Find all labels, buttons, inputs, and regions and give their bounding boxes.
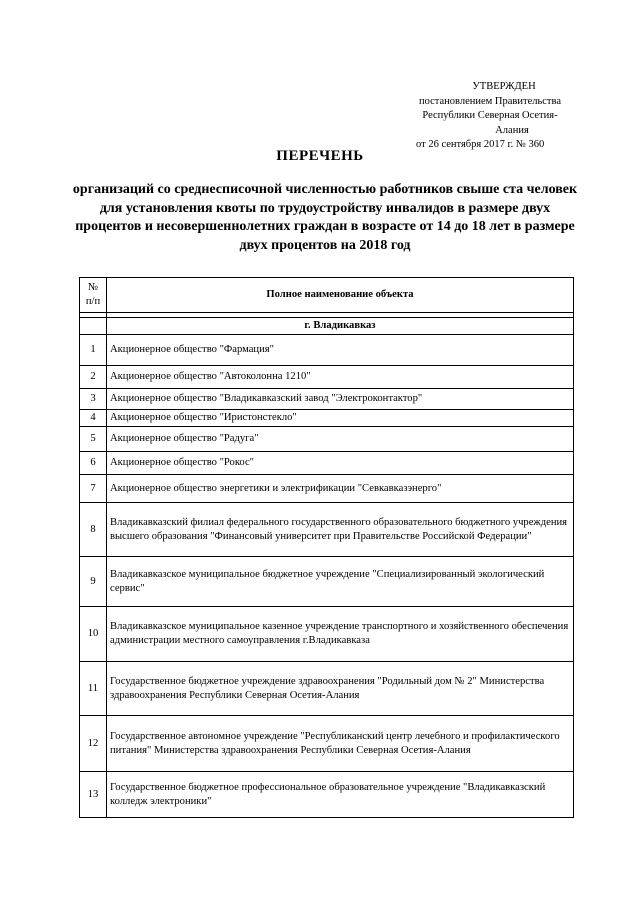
table-row (80, 772, 574, 818)
row-name: Акционерное общество "Фармация" (107, 335, 574, 366)
city-name: г. Владикавказ (107, 318, 574, 335)
row-name: Акционерное общество "Иристонстекло" (107, 410, 574, 427)
document-title: ПЕРЕЧЕНЬ (276, 148, 364, 164)
row-number: 5 (80, 427, 107, 452)
table-row (80, 335, 574, 366)
row-name: Акционерное общество "Автоколонна 1210" (107, 366, 574, 389)
row-number: 1 (80, 335, 107, 366)
row-name: Государственное автономное учреждение "Республиканский центр лечебного и профилактического питания" Министерства здравоохранения Республики Северная Осетия-Алания (107, 716, 574, 772)
row-number: 12 (80, 716, 107, 772)
approval-date: от 26 сентября 2017 г. № 360 (416, 139, 545, 150)
table-row (80, 410, 574, 427)
row-number: 9 (80, 557, 107, 607)
row-number: 11 (80, 662, 107, 716)
row-name: Государственное бюджетное учреждение здравоохранения "Родильный дом № 2" Министерства здравоохранения Республики Северная Осетия-Алания (107, 662, 574, 716)
table-row (80, 389, 574, 410)
approval-line-1: постановлением Правительства (418, 95, 561, 107)
approval-heading: УТВЕРЖДЕН (472, 81, 536, 92)
table-row (80, 607, 574, 662)
row-number: 4 (80, 410, 107, 427)
row-name: Акционерное общество "Рокос" (107, 452, 574, 475)
row-name: Государственное бюджетное профессиональное образовательное учреждение "Владикавказский колледж электроники" (107, 772, 574, 818)
row-number: 3 (80, 389, 107, 410)
table-row (80, 503, 574, 557)
city-row (80, 318, 574, 335)
row-name: Владикавказский филиал федерального государственного образовательного бюджетного учреждения высшего образования "Финансовый университет при Правительстве Российской Федерации" (107, 503, 574, 557)
approval-line-3: Алания (495, 124, 529, 136)
row-name: Владикавказское муниципальное бюджетное учреждение "Специализированный экологический сервис" (107, 557, 574, 607)
table-row (80, 716, 574, 772)
row-name: Владикавказское муниципальное казенное учреждение транспортного и хозяйственного обеспечения администрации местного самоуправления г.Владикавказа (107, 607, 574, 662)
table-row (80, 475, 574, 503)
table-row (80, 662, 574, 716)
approval-stamp (408, 80, 572, 153)
row-number: 13 (80, 772, 107, 818)
row-number: 7 (80, 475, 107, 503)
row-name: Акционерное общество энергетики и электрификации "Севкавказэнерго" (107, 475, 574, 503)
table-row (80, 366, 574, 389)
row-name: Акционерное общество "Радуга" (107, 427, 574, 452)
row-number: 6 (80, 452, 107, 475)
row-number: 8 (80, 503, 107, 557)
table-row (80, 557, 574, 607)
header-number: № п/п (80, 278, 107, 313)
organizations-table (79, 277, 574, 818)
row-number: 2 (80, 366, 107, 389)
header-name: Полное наименование объекта (107, 278, 574, 313)
document-subtitle: организаций со среднесписочной численностью работников свыше ста человек для установления квоты по трудоустройству инвалидов в размере двух процентов и несовершеннолетних граждан в возрасте от 14 до 18 лет в размере двух процентов на 2018 год (72, 182, 578, 253)
approval-line-2: Республики Северная Осетия- (422, 110, 558, 121)
row-number: 10 (80, 607, 107, 662)
table-row (80, 427, 574, 452)
table-row (80, 452, 574, 475)
table-header-row (80, 278, 574, 313)
row-name: Акционерное общество "Владикавказский завод "Электроконтактор" (107, 389, 574, 410)
